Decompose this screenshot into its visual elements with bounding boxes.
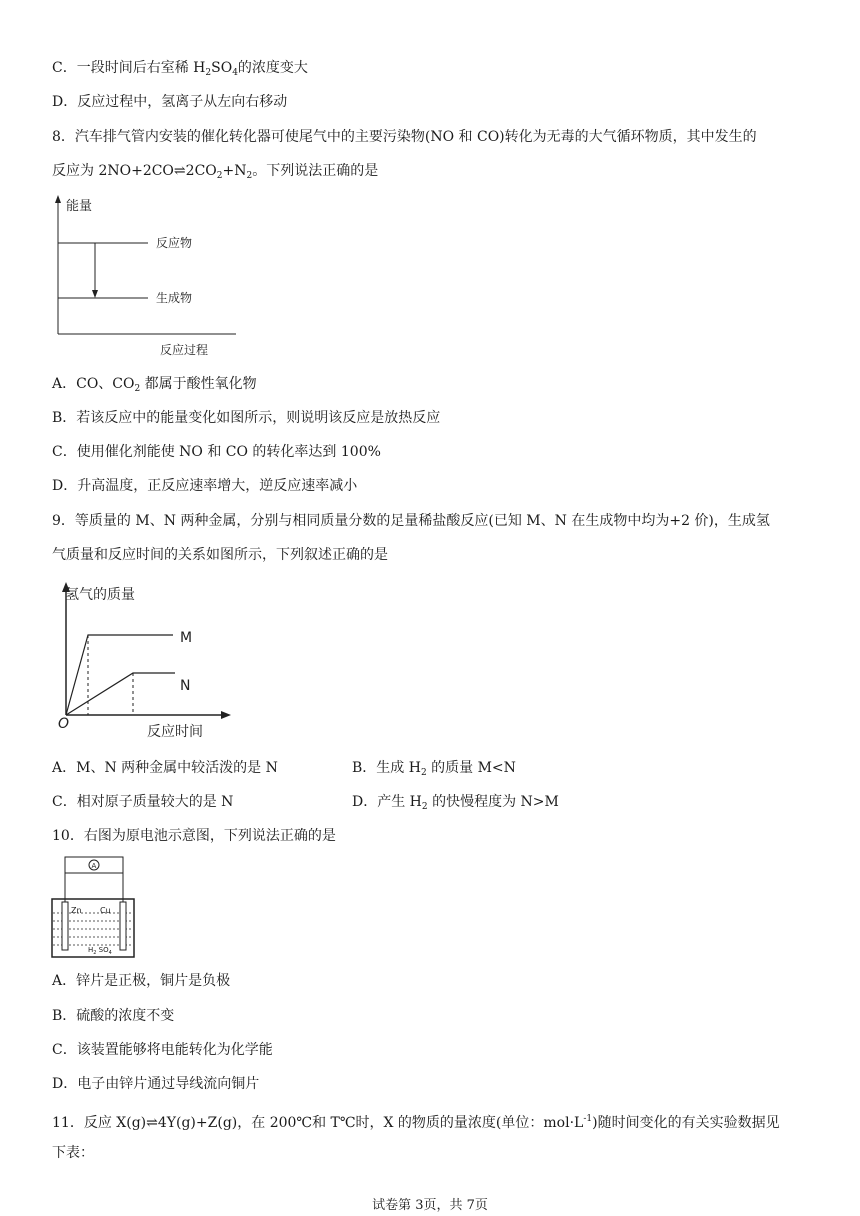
q9-stem-line1: 9．等质量的 M、N 两种金属，分别与相同质量分数的足量稀盐酸反应(已知 M、N 在生成物中均为+2 价)，生成氢 <box>52 513 770 529</box>
zinc-label: Zn <box>71 906 82 915</box>
q10-option-a: A．锌片是正极，铜片是负极 <box>52 973 231 989</box>
page-footer: 试卷第 3页，共 7页 <box>372 1198 488 1213</box>
q8-option-d: D．升高温度，正反应速率增大，逆反应速率减小 <box>52 478 358 494</box>
q10-option-d: D．电子由锌片通过导线流向铜片 <box>52 1076 260 1092</box>
ammeter-label: A <box>91 862 97 870</box>
series-m-line <box>66 635 173 715</box>
q8-stem-line2: 反应为 $2NO+2CO\rightleftharpoons 2CO_2+N_2$。下列说法正确的是 <box>52 163 379 181</box>
q8-option-c: C．使用催化剂能使 NO 和 CO 的转化率达到 100% <box>52 444 381 460</box>
q9-option-b: B．生成 $H_2$ 的质量 M<N <box>352 760 516 778</box>
series-n-line <box>66 673 175 715</box>
q9-option-c: C．相对原子质量较大的是 N <box>52 794 234 810</box>
zinc-electrode <box>62 902 68 950</box>
q10-option-b: B．硫酸的浓度不变 <box>52 1008 175 1024</box>
reactant-label: 反应物 <box>156 236 193 250</box>
q9-option-a: A．M、N 两种金属中较活泼的是 N <box>52 760 278 776</box>
energy-y-arrow <box>55 195 61 203</box>
copper-label: Cu <box>100 906 111 915</box>
h2-x-label: 反应时间 <box>147 724 203 740</box>
q8-option-b: B．若该反应中的能量变化如图所示，则说明该反应是放热反应 <box>52 410 441 426</box>
hydrogen-mass-chart <box>55 578 255 748</box>
q9-stem-line2: 气质量和反应时间的关系如图所示，下列叙述正确的是 <box>52 547 388 563</box>
galvanic-cell-figure <box>48 855 138 961</box>
energy-y-label: 能量 <box>66 199 93 214</box>
energy-drop-arrowhead <box>92 290 98 298</box>
q11-stem-line1: 11．反应 X(g)⇌4Y(g)+Z(g)，在 200℃和 T℃时，X 的物质的量浓度(单位：$mol\cdot L^{-1}$)随时间变化的有关实验数据见 <box>52 1114 780 1131</box>
h2-y-label: 氢气的质量 <box>65 587 135 603</box>
q10-option-c: C．该装置能够将电能转化为化学能 <box>52 1042 273 1058</box>
copper-electrode <box>120 902 126 950</box>
q8-option-a: A．CO、$CO_2$ 都属于酸性氧化物 <box>52 376 257 394</box>
origin-label: O <box>58 716 70 732</box>
energy-x-label: 反应过程 <box>160 343 209 357</box>
energy-diagram <box>40 192 240 362</box>
acid-label: $H_2$ $SO_4$ <box>88 946 112 956</box>
q7-option-d: D．反应过程中，氢离子从左向右移动 <box>52 94 288 110</box>
q8-stem-line1: 8．汽车排气管内安装的催化转化器可使尾气中的主要污染物(NO 和 CO)转化为无毒的大气循环物质，其中发生的 <box>52 129 757 145</box>
product-label: 生成物 <box>156 291 193 305</box>
q11-stem-line2: 下表： <box>52 1145 94 1161</box>
series-m-label: M <box>180 630 193 646</box>
h2-x-arrow <box>221 711 231 719</box>
q7-option-c: C．一段时间后右室稀 $H_2SO_4$的浓度变大 <box>52 60 308 78</box>
series-n-label: N <box>180 678 191 694</box>
q9-option-d: D．产生 $H_2$ 的快慢程度为 N>M <box>352 794 559 812</box>
q10-stem: 10．右图为原电池示意图，下列说法正确的是 <box>52 828 336 844</box>
